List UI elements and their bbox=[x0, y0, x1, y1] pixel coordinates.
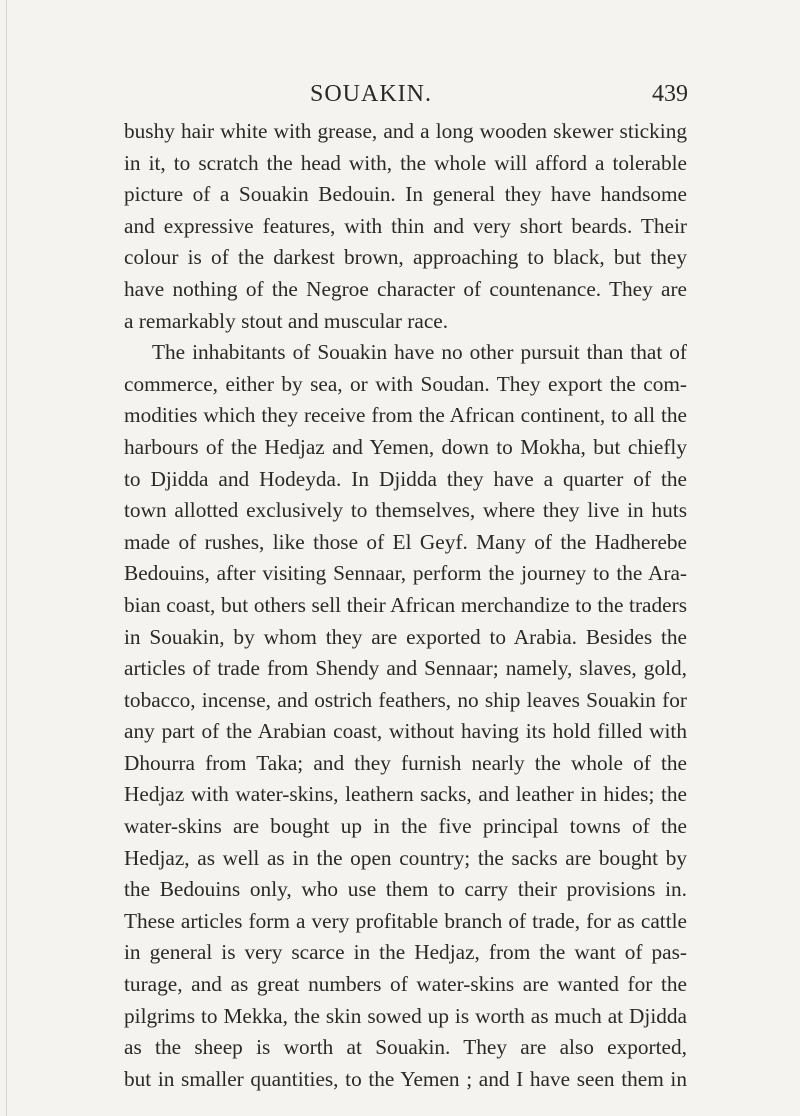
text-line: articles of trade from Shendy and Sennaar; namely, slaves, gold, bbox=[124, 656, 687, 681]
running-title: SOUAKIN. bbox=[310, 81, 432, 107]
text-line: turage, and as great numbers of water-skins are wanted for the bbox=[124, 972, 687, 997]
text-line: as the sheep is worth at Souakin. They are also exported, bbox=[124, 1035, 687, 1060]
text-line: harbours of the Hedjaz and Yemen, down to Mokha, but chiefly bbox=[124, 434, 687, 459]
text-line: the Bedouins only, who use them to carry their provisions in. bbox=[124, 877, 687, 902]
text-line: have nothing of the Negroe character of countenance. They are bbox=[124, 276, 687, 301]
text-line: in it, to scratch the head with, the whole will afford a tolerable bbox=[124, 150, 687, 175]
text-line: in Souakin, by whom they are exported to Arabia. Besides the bbox=[124, 624, 687, 649]
text-line: in general is very scarce in the Hedjaz, from the want of pas- bbox=[124, 940, 687, 965]
page-edge-line bbox=[6, 0, 7, 1116]
text-line: Hedjaz, as well as in the open country; the sacks are bought by bbox=[124, 845, 687, 870]
text-line: tobacco, incense, and ostrich feathers, no ship leaves Souakin for bbox=[124, 687, 687, 712]
text-line: pilgrims to Mekka, the skin sowed up is worth as much at Djidda bbox=[124, 1003, 687, 1028]
text-line: Dhourra from Taka; and they furnish nearly the whole of the bbox=[124, 750, 687, 775]
text-line: colour is of the darkest brown, approaching to black, but they bbox=[124, 245, 687, 270]
text-line: Bedouins, after visiting Sennaar, perform the journey to the Ara- bbox=[124, 561, 687, 586]
text-line: water-skins are bought up in the five principal towns of the bbox=[124, 814, 687, 839]
text-line: but in smaller quantities, to the Yemen ; and I have seen them in bbox=[124, 1066, 687, 1091]
text-line: made of rushes, like those of El Geyf. Many of the Hadherebe bbox=[124, 529, 687, 554]
text-line: to Djidda and Hodeyda. In Djidda they have a quarter of the bbox=[124, 466, 687, 491]
text-line: bushy hair white with grease, and a long wooden skewer sticking bbox=[124, 119, 687, 143]
body-text bbox=[124, 116, 687, 1095]
text-line: modities which they receive from the African continent, to all the bbox=[124, 403, 687, 428]
text-line: and expressive features, with thin and very short beards. Their bbox=[124, 213, 687, 238]
text-line: bian coast, but others sell their African merchandize to the traders bbox=[124, 592, 687, 617]
page-number: 439 bbox=[652, 81, 688, 107]
text-line: These articles form a very profitable branch of trade, for as cattle bbox=[124, 908, 687, 933]
text-line: The inhabitants of Souakin have no other pursuit than that of bbox=[152, 340, 687, 365]
text-line: town allotted exclusively to themselves, where they live in huts bbox=[124, 498, 687, 523]
running-head bbox=[0, 78, 800, 110]
text-line: commerce, either by sea, or with Soudan. They export the com- bbox=[124, 371, 687, 396]
text-line: picture of a Souakin Bedouin. In general they have handsome bbox=[124, 182, 687, 207]
text-line: Hedjaz with water-skins, leathern sacks, and leather in hides; the bbox=[124, 782, 687, 807]
text-line: a remarkably stout and muscular race. bbox=[124, 308, 449, 333]
text-line: any part of the Arabian coast, without having its hold filled with bbox=[124, 719, 687, 744]
